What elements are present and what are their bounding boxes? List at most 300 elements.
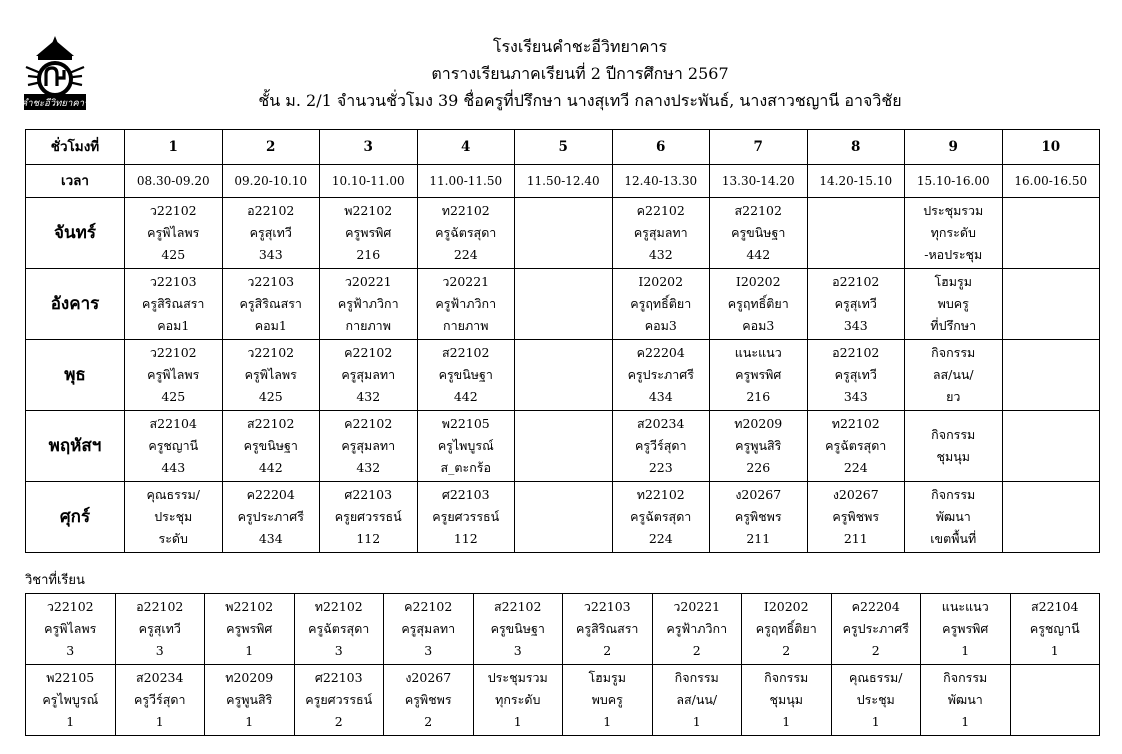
cell-line: 1 <box>245 643 254 658</box>
cell-line: ส22102 <box>494 599 542 614</box>
cell-line: ครูฉัตรสุดา <box>435 225 497 240</box>
cell-line: กิจกรรม <box>674 670 719 685</box>
cell-line: 3 <box>155 643 164 658</box>
class-cell <box>125 340 223 411</box>
class-cell <box>222 198 320 269</box>
cell-line: ท22102 <box>441 203 490 218</box>
cell-line: 2 <box>782 643 791 658</box>
time-slot: 10.10-11.00 <box>320 165 418 198</box>
class-cell <box>807 269 905 340</box>
cell-line: ทุกระดับ <box>495 692 541 707</box>
cell-line: ค22102 <box>344 416 393 431</box>
subject-cell <box>115 594 205 665</box>
cell-line: แนะแนว <box>734 345 782 360</box>
cell-line: ครูพิไลพร <box>147 225 200 240</box>
time-row <box>26 165 1100 198</box>
cell-line: 1 <box>961 714 970 729</box>
cell-line: ครูประภาศรี <box>237 509 304 524</box>
cell-line: อ22102 <box>832 345 880 360</box>
cell-line: โฮมรูม <box>934 274 973 289</box>
cell-line: ครูฟ้าภวิกา <box>435 296 497 311</box>
subject-cell <box>742 594 832 665</box>
cell-line: ครูประภาศรี <box>627 367 694 382</box>
cell-line: ครูขนิษฐา <box>438 367 493 382</box>
cell-line: ว22103 <box>149 274 197 289</box>
cell-line: 2 <box>424 714 433 729</box>
cell-line: ครูสุมลทา <box>341 367 396 382</box>
cell-line: ชุมนุม <box>936 449 970 464</box>
subject-cell <box>1010 594 1100 665</box>
cell-line: พ22102 <box>344 203 393 218</box>
cell-line: ส_ตะกร้อ <box>440 460 491 475</box>
cell-line: 224 <box>843 460 868 475</box>
timetable <box>25 129 1100 553</box>
cell-line: I20202 <box>735 274 781 289</box>
cell-line: 425 <box>161 389 186 404</box>
class-cell <box>417 482 515 553</box>
cell-line: ค22102 <box>404 599 453 614</box>
cell-line: ครูพิชพร <box>404 692 452 707</box>
cell-line: 425 <box>258 389 283 404</box>
period-number: 8 <box>807 130 905 165</box>
cell-line: ครูฉัตรสุดา <box>825 438 887 453</box>
class-cell <box>612 411 710 482</box>
cell-line: ครูพูนสิริ <box>735 438 782 453</box>
subject-cell <box>563 665 653 736</box>
cell-line: ว22102 <box>149 203 197 218</box>
class-cell <box>1002 269 1100 340</box>
cell-line: 3 <box>334 643 343 658</box>
time-slot: 13.30-14.20 <box>710 165 808 198</box>
cell-line: ค22204 <box>851 599 900 614</box>
subject-cell <box>652 594 742 665</box>
class-cell <box>125 482 223 553</box>
time-slot: 11.50-12.40 <box>515 165 613 198</box>
cell-line: ส20234 <box>136 670 184 685</box>
cell-line: 1 <box>871 714 880 729</box>
day-row <box>26 198 1100 269</box>
class-cell <box>612 269 710 340</box>
cell-line: ส22102 <box>247 416 295 431</box>
cell-line: ครูพิไลพร <box>44 621 97 636</box>
period-number: 1 <box>125 130 223 165</box>
cell-line: ศ22103 <box>441 487 490 502</box>
cell-line: ครูขนิษฐา <box>731 225 786 240</box>
cell-line: ครูวีร์สุดา <box>133 692 186 707</box>
cell-line: ครูวีร์สุดา <box>634 438 687 453</box>
cell-line: 1 <box>692 714 701 729</box>
cell-line: 2 <box>692 643 701 658</box>
cell-line: 2 <box>603 643 612 658</box>
class-cell <box>710 411 808 482</box>
cell-line: ครูยศวรรธน์ <box>305 692 373 707</box>
cell-line: ว22103 <box>583 599 631 614</box>
cell-line: ว22102 <box>46 599 94 614</box>
day-name: พุธ <box>26 340 125 411</box>
cell-line: พัฒนา <box>947 692 983 707</box>
school-name: โรงเรียนคำชะอีวิทยาคาร <box>492 37 668 56</box>
class-cell <box>515 411 613 482</box>
period-number: 4 <box>417 130 515 165</box>
day-row <box>26 269 1100 340</box>
cell-line: ครูสุเทวี <box>834 367 877 382</box>
day-row <box>26 340 1100 411</box>
subject-cell <box>742 665 832 736</box>
cell-line: 1 <box>782 714 791 729</box>
cell-line: 434 <box>258 531 283 546</box>
cell-line: ครูขนิษฐา <box>243 438 298 453</box>
cell-line: 1 <box>1050 643 1059 658</box>
class-cell <box>710 198 808 269</box>
class-cell <box>612 198 710 269</box>
time-slot: 14.20-15.10 <box>807 165 905 198</box>
cell-line: ครูพรพิศ <box>735 367 782 382</box>
subject-cell <box>294 594 384 665</box>
cell-line: ระดับ <box>158 531 188 546</box>
cell-line: ครูสุมลทา <box>401 621 456 636</box>
cell-line: ยว <box>946 389 961 404</box>
subjects-label: วิชาที่เรียน <box>25 573 85 588</box>
cell-line: แนะแนว <box>941 599 989 614</box>
cell-line: 2 <box>871 643 880 658</box>
period-number: 2 <box>222 130 320 165</box>
class-cell <box>710 269 808 340</box>
class-cell <box>515 269 613 340</box>
cell-line: กิจกรรม <box>764 670 809 685</box>
cell-line: ส22102 <box>734 203 782 218</box>
cell-line: ครูไพบูรณ์ <box>437 438 494 453</box>
class-cell <box>1002 411 1100 482</box>
day-name: พฤหัสฯ <box>26 411 125 482</box>
cell-line: 1 <box>603 714 612 729</box>
cell-line: กายภาพ <box>443 318 489 333</box>
cell-line: พัฒนา <box>935 509 971 524</box>
cell-line: ครูสุมลทา <box>633 225 688 240</box>
subjects-table <box>25 593 1100 736</box>
subject-cell <box>473 665 563 736</box>
cell-line: ครูพรพิศ <box>226 621 273 636</box>
cell-line: ครูสุมลทา <box>341 438 396 453</box>
cell-line: พ22102 <box>225 599 274 614</box>
cell-line: กิจกรรม <box>931 487 976 502</box>
class-cell <box>710 340 808 411</box>
cell-line: 343 <box>843 389 868 404</box>
cell-line: คอม1 <box>254 318 287 333</box>
cell-line: ง20267 <box>832 487 879 502</box>
cell-line: ง20267 <box>405 670 452 685</box>
period-number: 6 <box>612 130 710 165</box>
cell-line: ครูยศวรรธน์ <box>334 509 402 524</box>
cell-line: ครูฤทธิ์ติยา <box>727 296 789 311</box>
cell-line: ว20221 <box>344 274 392 289</box>
subject-cell <box>921 665 1011 736</box>
cell-line: 226 <box>746 460 771 475</box>
term-title: ตารางเรียนภาคเรียนที่ 2 ปีการศึกษา 2567 <box>431 64 729 83</box>
cell-line: ครูฉัตรสุดา <box>630 509 692 524</box>
subject-cell <box>205 594 295 665</box>
time-slot: 16.00-16.50 <box>1002 165 1100 198</box>
time-slot: 08.30-09.20 <box>125 165 223 198</box>
class-cell <box>1002 482 1100 553</box>
cell-line: พ22105 <box>441 416 490 431</box>
cell-line: ค22102 <box>636 203 685 218</box>
class-cell <box>125 269 223 340</box>
day-name: ศุกร์ <box>26 482 125 553</box>
class-cell <box>710 482 808 553</box>
cell-line: 343 <box>843 318 868 333</box>
time-slot: 11.00-11.50 <box>417 165 515 198</box>
subject-cell <box>563 594 653 665</box>
cell-line: ท22102 <box>636 487 685 502</box>
cell-line: ครูชญานี <box>148 438 199 453</box>
cell-line: ทุกระดับ <box>930 225 976 240</box>
class-cell <box>222 340 320 411</box>
subject-cell <box>831 665 921 736</box>
cell-line: 425 <box>161 247 186 262</box>
day-row <box>26 482 1100 553</box>
class-cell <box>417 198 515 269</box>
cell-line: ท20209 <box>225 670 274 685</box>
cell-line: 442 <box>258 460 283 475</box>
cell-line: 223 <box>648 460 673 475</box>
class-cell <box>515 340 613 411</box>
cell-line: ท20209 <box>734 416 783 431</box>
period-row <box>26 130 1100 165</box>
cell-line: พบครู <box>937 296 969 311</box>
cell-line: 1 <box>513 714 522 729</box>
period-number: 3 <box>320 130 418 165</box>
cell-line: ค22204 <box>636 345 685 360</box>
class-cell <box>1002 198 1100 269</box>
cell-line: คอม3 <box>742 318 775 333</box>
cell-line: 434 <box>648 389 673 404</box>
cell-line: 224 <box>453 247 478 262</box>
subject-cell <box>26 665 116 736</box>
subject-cell <box>831 594 921 665</box>
cell-line: ครูสุเทวี <box>834 296 877 311</box>
cell-line: ลส/นน/ <box>932 367 974 382</box>
cell-line: อ22102 <box>247 203 295 218</box>
cell-line: ง20267 <box>735 487 782 502</box>
class-cell <box>222 411 320 482</box>
time-slot: 12.40-13.30 <box>612 165 710 198</box>
school-emblem-icon <box>24 34 86 116</box>
class-cell <box>222 269 320 340</box>
cell-line: กิจกรรม <box>943 670 988 685</box>
cell-line: พ22105 <box>46 670 95 685</box>
cell-line: ครูพิไลพร <box>244 367 297 382</box>
cell-line: ส20234 <box>637 416 685 431</box>
cell-line: ว20221 <box>442 274 490 289</box>
class-cell <box>807 198 905 269</box>
cell-line: ครูสุเทวี <box>249 225 292 240</box>
cell-line: -หอประชุม <box>924 247 983 262</box>
class-cell <box>320 340 418 411</box>
cell-line: ว22102 <box>149 345 197 360</box>
cell-line: 432 <box>356 460 381 475</box>
cell-line: 224 <box>648 531 673 546</box>
cell-line: อ22102 <box>136 599 184 614</box>
subject-cell <box>26 594 116 665</box>
class-cell <box>1002 340 1100 411</box>
cell-line: ท22102 <box>314 599 363 614</box>
cell-line: กายภาพ <box>345 318 391 333</box>
subjects-row <box>26 594 1100 665</box>
cell-line: 112 <box>453 531 478 546</box>
cell-line: 442 <box>746 247 771 262</box>
cell-line: 112 <box>356 531 381 546</box>
class-cell <box>807 411 905 482</box>
subject-cell <box>384 665 474 736</box>
day-name: อังคาร <box>26 269 125 340</box>
class-cell <box>612 340 710 411</box>
cell-line: อ22102 <box>832 274 880 289</box>
class-cell <box>905 269 1003 340</box>
cell-line: กิจกรรม <box>931 427 976 442</box>
cell-line: ครูพรพิศ <box>942 621 989 636</box>
cell-line: I20202 <box>763 599 809 614</box>
class-cell <box>320 482 418 553</box>
cell-line: ประชุมรวม <box>487 670 548 685</box>
cell-line: 432 <box>648 247 673 262</box>
class-cell <box>905 482 1003 553</box>
cell-line: ศ22103 <box>344 487 393 502</box>
class-cell <box>417 411 515 482</box>
cell-line: ครูพิชพร <box>734 509 782 524</box>
subject-cell <box>921 594 1011 665</box>
cell-line: ครูสิริณสรา <box>142 296 205 311</box>
cell-line: 1 <box>245 714 254 729</box>
cell-line: ครูยศวรรธน์ <box>432 509 500 524</box>
cell-line: 211 <box>843 531 868 546</box>
cell-line: 211 <box>746 531 771 546</box>
cell-line: 216 <box>356 247 381 262</box>
cell-line: ครูสุเทวี <box>138 621 181 636</box>
cell-line: ท22102 <box>831 416 880 431</box>
cell-line: ครูฟ้าภวิกา <box>337 296 399 311</box>
day-name: จันทร์ <box>26 198 125 269</box>
cell-line: ครูพรพิศ <box>345 225 392 240</box>
cell-line: 2 <box>334 714 343 729</box>
cell-line: ศ22103 <box>314 670 363 685</box>
class-info: ชั้น ม. 2/1 จำนวนชั่วโมง 39 ชื่อครูที่ปรึกษา นางสุเทวี กลางประพันธ์, นางสาวชญานี อาจวิชัย <box>258 91 902 110</box>
class-cell <box>417 269 515 340</box>
time-slot: 15.10-16.00 <box>905 165 1003 198</box>
subject-cell <box>1010 665 1100 736</box>
class-cell <box>320 198 418 269</box>
class-cell <box>515 198 613 269</box>
cell-line: 432 <box>356 389 381 404</box>
class-cell <box>807 482 905 553</box>
cell-line: ประชุม <box>856 692 895 707</box>
class-cell <box>905 340 1003 411</box>
cell-line: ว20221 <box>673 599 721 614</box>
cell-line: ครูฤทธิ์ติยา <box>630 296 692 311</box>
cell-line: กิจกรรม <box>931 345 976 360</box>
subject-cell <box>205 665 295 736</box>
time-slot: 09.20-10.10 <box>222 165 320 198</box>
document-header <box>160 33 1000 114</box>
subjects-row <box>26 665 1100 736</box>
period-number: 10 <box>1002 130 1100 165</box>
period-number: 9 <box>905 130 1003 165</box>
cell-line: 1 <box>155 714 164 729</box>
cell-line: ครูสิริณสรา <box>576 621 639 636</box>
cell-line: คอม1 <box>157 318 190 333</box>
cell-line: ที่ปรึกษา <box>930 318 977 333</box>
subject-cell <box>652 665 742 736</box>
cell-line: ชุมนุม <box>769 692 803 707</box>
cell-line: โฮมรูม <box>588 670 627 685</box>
cell-line: 1 <box>66 714 75 729</box>
class-cell <box>905 411 1003 482</box>
cell-line: ส22104 <box>1031 599 1079 614</box>
cell-line: ครูพูนสิริ <box>226 692 273 707</box>
cell-line: ลส/นน/ <box>676 692 718 707</box>
class-cell <box>320 269 418 340</box>
cell-line: ว22102 <box>247 345 295 360</box>
cell-line: 442 <box>453 389 478 404</box>
day-row <box>26 411 1100 482</box>
class-cell <box>125 198 223 269</box>
cell-line: ครูฟ้าภวิกา <box>666 621 728 636</box>
cell-line: พบครู <box>591 692 623 707</box>
cell-line: I20202 <box>638 274 684 289</box>
class-cell <box>125 411 223 482</box>
class-cell <box>417 340 515 411</box>
cell-line: 3 <box>513 643 522 658</box>
class-cell <box>612 482 710 553</box>
period-number: 5 <box>515 130 613 165</box>
subject-cell <box>294 665 384 736</box>
cell-line: ว22103 <box>247 274 295 289</box>
cell-line: ครูฉัตรสุดา <box>308 621 370 636</box>
cell-line: ประชุมรวม <box>923 203 984 218</box>
class-cell <box>515 482 613 553</box>
cell-line: ค22204 <box>246 487 295 502</box>
cell-line: 3 <box>66 643 75 658</box>
period-label: ชั่วโมงที่ <box>26 130 125 165</box>
subject-cell <box>384 594 474 665</box>
class-cell <box>222 482 320 553</box>
time-label: เวลา <box>26 165 125 198</box>
cell-line: ส22102 <box>442 345 490 360</box>
class-cell <box>807 340 905 411</box>
cell-line: เขตพื้นที่ <box>930 531 977 546</box>
cell-line: ครูพิชพร <box>832 509 880 524</box>
cell-line: คุณธรรม/ <box>849 670 903 685</box>
cell-line: ค22102 <box>344 345 393 360</box>
logo-text: คำชะอีวิทยาคาร <box>24 98 86 109</box>
class-cell <box>320 411 418 482</box>
cell-line: ครูไพบูรณ์ <box>42 692 99 707</box>
cell-line: 3 <box>424 643 433 658</box>
cell-line: 443 <box>161 460 186 475</box>
cell-line: ครูฤทธิ์ติยา <box>755 621 817 636</box>
subject-cell <box>115 665 205 736</box>
cell-line: ครูสิริณสรา <box>239 296 302 311</box>
cell-line: ครูพิไลพร <box>147 367 200 382</box>
cell-line: ส22104 <box>149 416 197 431</box>
cell-line: ครูประภาศรี <box>842 621 909 636</box>
cell-line: ประชุม <box>154 509 193 524</box>
cell-line: 216 <box>746 389 771 404</box>
cell-line: คอม3 <box>644 318 677 333</box>
cell-line: 343 <box>258 247 283 262</box>
cell-line: ครูขนิษฐา <box>490 621 545 636</box>
class-cell <box>905 198 1003 269</box>
cell-line: ครูชญานี <box>1029 621 1080 636</box>
